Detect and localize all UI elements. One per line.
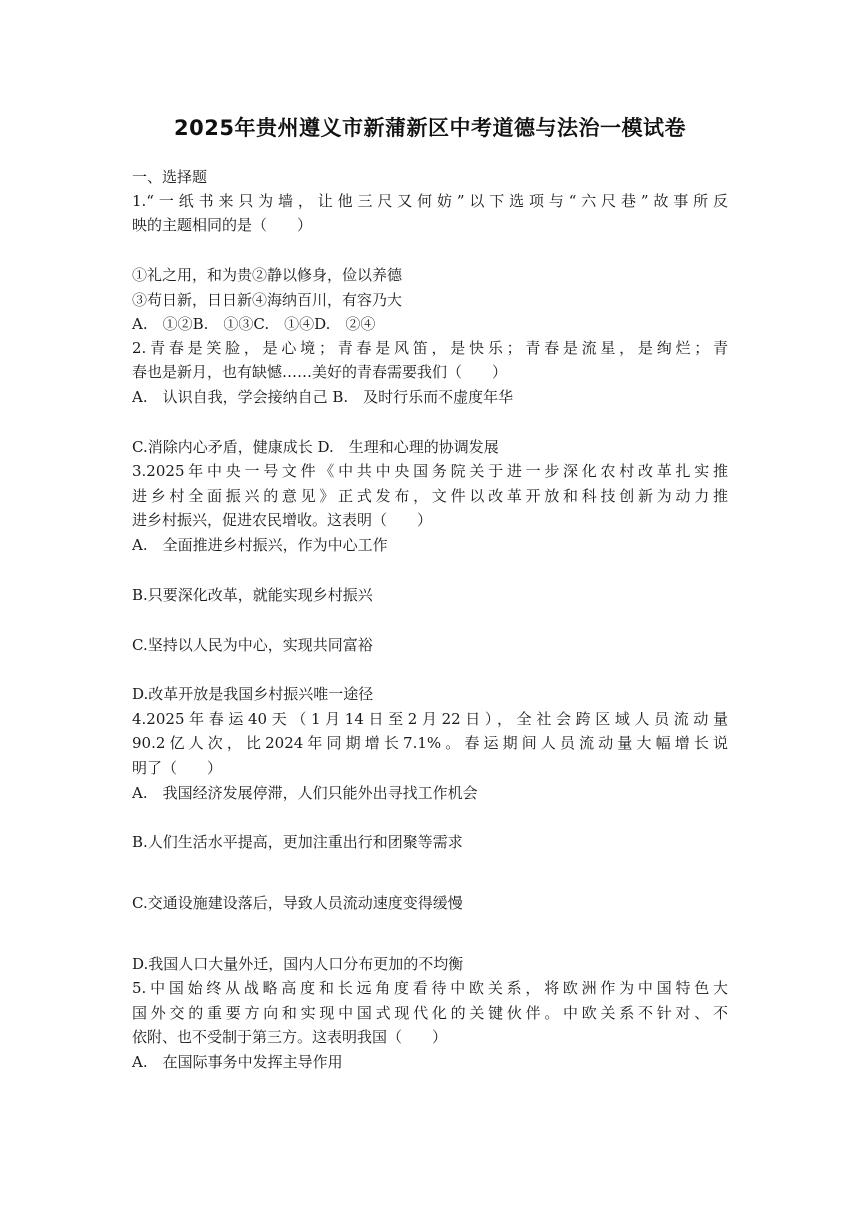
- q3-option-c: C.坚持以人民为中心，实现共同富裕: [132, 636, 373, 654]
- exam-title: 2025年贵州遵义市新蒲新区中考道德与法治一模试卷: [174, 116, 686, 140]
- q4-option-c: C.交通设施建设落后，导致人员流动速度变得缓慢: [132, 894, 463, 912]
- q4-stem-line1: 4.2025年春运40天（1月14日至2月22日），全社会跨区域人员流动量: [132, 710, 728, 728]
- q1-item-line1: ①礼之用，和为贵②静以修身，俭以养德: [132, 266, 403, 284]
- q3-stem-line2: 进乡村全面振兴的意见》正式发布，文件以改革开放和科技创新为动力推: [132, 487, 728, 505]
- q1-stem-line2: 映的主题相同的是（ ）: [132, 216, 313, 234]
- q1-stem-line1: 1.“一纸书来只为墙，让他三尺又何妨”以下选项与“六尺巷”故事所反: [132, 192, 728, 210]
- q4-option-d: D.我国人口大量外迁，国内人口分布更加的不均衡: [132, 955, 464, 973]
- q5-stem-line2: 国外交的重要方向和实现中国式现代化的关键伙伴。中欧关系不针对、不: [132, 1004, 728, 1022]
- q1-options: A. ①②B. ①③C. ①④D. ②④: [132, 315, 376, 333]
- q2-stem-line2: 春也是新月，也有缺憾……美好的青春需要我们（ ）: [132, 363, 508, 381]
- q4-stem-line2: 90.2亿人次，比2024年同期增长7.1%。春运期间人员流动量大幅增长说: [132, 734, 728, 752]
- q5-stem-line1: 5.中国始终从战略高度和长远角度看待中欧关系，将欧洲作为中国特色大: [132, 979, 728, 997]
- q5-stem-line3: 依附、也不受制于第三方。这表明我国（ ）: [132, 1028, 448, 1046]
- q1-item-line2: ③苟日新，日日新④海纳百川，有容乃大: [132, 291, 403, 309]
- q2-option-cd: C.消除内心矛盾，健康成长 D. 生理和心理的协调发展: [132, 438, 499, 456]
- q2-stem-line1: 2.青春是笑脸，是心境；青春是风笛，是快乐；青春是流星，是绚烂；青: [132, 339, 728, 357]
- q3-stem-line1: 3.2025年中央一号文件《中共中央国务院关于进一步深化农村改革扎实推: [132, 462, 728, 480]
- q3-option-d: D.改革开放是我国乡村振兴唯一途径: [132, 685, 374, 703]
- q4-option-b: B.人们生活水平提高，更加注重出行和团聚等需求: [132, 833, 463, 851]
- q4-stem-line3: 明了（ ）: [132, 759, 223, 777]
- q3-option-b: B.只要深化改革，就能实现乡村振兴: [132, 586, 373, 604]
- q3-option-a: A. 全面推进乡村振兴，作为中心工作: [132, 536, 388, 554]
- q2-option-ab: A. 认识自我，学会接纳自己 B. 及时行乐而不虚度年华: [132, 388, 514, 406]
- q5-option-a: A. 在国际事务中发挥主导作用: [132, 1053, 343, 1071]
- q4-option-a: A. 我国经济发展停滞，人们只能外出寻找工作机会: [132, 784, 478, 802]
- section-heading: 一、选择题: [132, 168, 208, 186]
- q3-stem-line3: 进乡村振兴，促进农民增收。这表明（ ）: [132, 511, 433, 529]
